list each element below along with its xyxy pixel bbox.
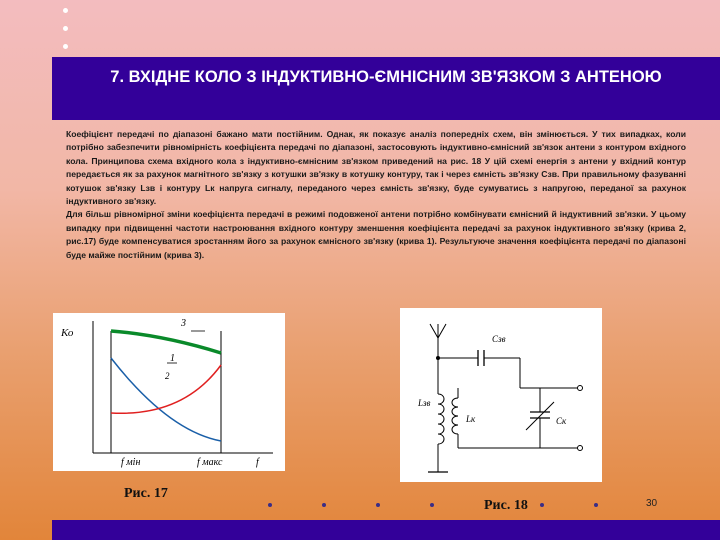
fig17-curve-3 bbox=[111, 331, 221, 353]
decor-dot bbox=[63, 26, 68, 31]
fig18-schematic bbox=[400, 308, 602, 482]
output-terminal bbox=[578, 386, 583, 391]
fig17-x-label-fmin: f мін bbox=[121, 457, 141, 468]
decor-dot bbox=[63, 44, 68, 49]
loop-coil bbox=[452, 398, 458, 434]
decor-dot bbox=[376, 503, 380, 507]
antenna-arm bbox=[438, 324, 446, 338]
fig17-label-2: 2 bbox=[165, 371, 170, 381]
antenna-arm bbox=[430, 324, 438, 338]
label-ck: Ск bbox=[556, 416, 567, 426]
decor-dot bbox=[540, 503, 544, 507]
figure-17 bbox=[53, 313, 285, 471]
decor-dot bbox=[430, 503, 434, 507]
label-lsv: Lзв bbox=[418, 398, 431, 408]
decor-dot bbox=[268, 503, 272, 507]
fig17-label-3: 3 bbox=[181, 318, 186, 329]
decor-dot bbox=[322, 503, 326, 507]
decor-dot bbox=[63, 8, 68, 13]
slide-title: 7. ВХІДНЕ КОЛО З ІНДУКТИВНО-ЄМНІСНИМ ЗВ'ЯЗКОМ З АНТЕНОЮ bbox=[110, 68, 662, 86]
fig17-x-label-f: f bbox=[256, 457, 259, 468]
page-number: 30 bbox=[646, 498, 658, 509]
label-lk: Lк bbox=[466, 414, 476, 424]
paragraph-2: Для більш рівномірної зміни коефіцієнта передачі в режимі подовженої антени потрібно комбінувати ємнісний й індуктивний зв'язки. У цьому випадку при підвищенні частоти настроювання вхідного контуру зменшення коефіцієнта передачі за рахунок індуктивного зв'язку (крива 2, рис.17) буде компенсуватися зростанням його за рахунок ємнісного зв'язку (крива 1). Результуюче значення коефіцієнта передачі по діапазоні буде майже постійним (крива 3). bbox=[66, 209, 686, 260]
output-terminal bbox=[578, 446, 583, 451]
body-text bbox=[66, 128, 686, 262]
fig17-caption: Рис. 17 bbox=[124, 486, 168, 501]
figure-18 bbox=[400, 308, 602, 482]
bottom-bar bbox=[52, 520, 720, 540]
fig17-graph bbox=[53, 313, 285, 471]
fig18-caption: Рис. 18 bbox=[484, 498, 528, 513]
label-csv: Сзв bbox=[492, 334, 506, 344]
fig17-label-1: 1 bbox=[170, 353, 175, 364]
decor-dot bbox=[594, 503, 598, 507]
paragraph-1: Коефіцієнт передачі по діапазоні бажано мати постійним. Однак, як показує аналіз попередніх схем, він змінюється. У тих випадках, коли потрібно забезпечити рівномірність коефіцієнта передачі по діапазоні, застосовують індуктивно-ємнісний зв'язок антени з контуром вхідного кола. Принципова схема вхідного кола з індуктивно-ємнісним зв'язком приведений на рис. 18 У цій схемі енергія з антени у вхідний контур передається як за рахунок магнітного зв'язку з котушки зв'язку в котушку контуру, так і через ємність зв'язку Сзв. При правильному фазуванні котушок зв'язку Lзв і контуру Lк напруга сигналу, переданого через ємність зв'язку, буде сумуватись з напругою, переданої за рахунок індуктивного зв'язку. bbox=[66, 129, 686, 207]
fig17-x-label-fmax: f макс bbox=[197, 457, 223, 468]
title-bar bbox=[52, 57, 720, 120]
coupling-coil bbox=[438, 394, 444, 444]
fig17-y-label: Ко bbox=[61, 327, 74, 339]
